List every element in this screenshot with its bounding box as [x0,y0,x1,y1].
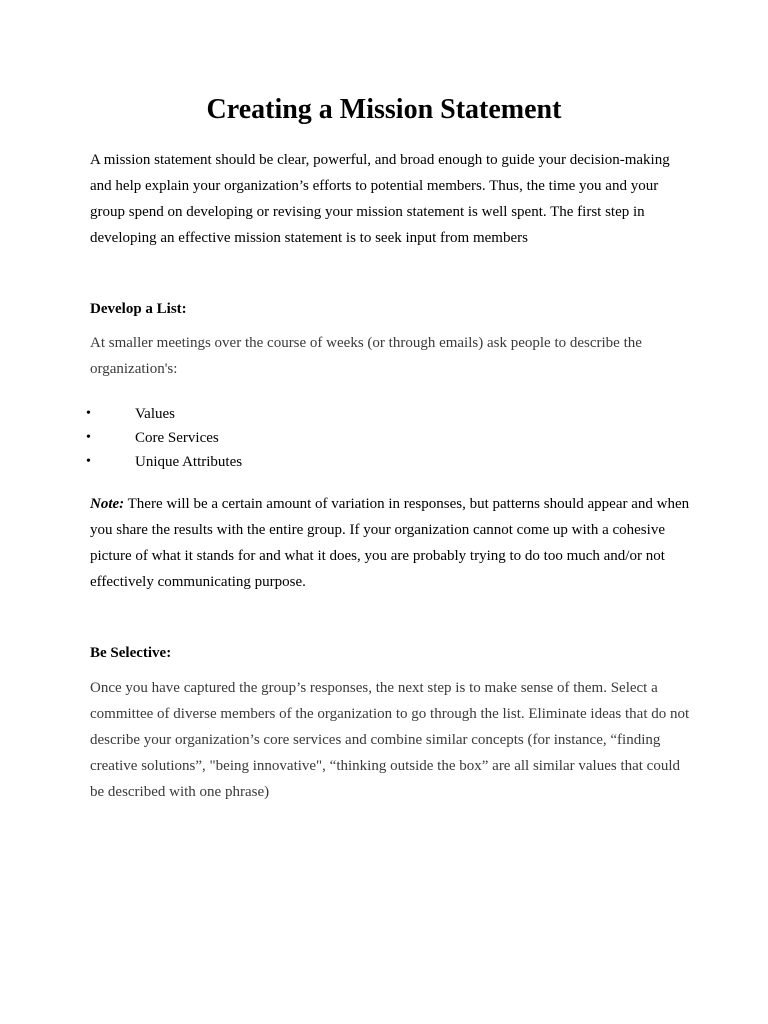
list-item-core-services: Core Services [135,430,219,446]
list-item-unique-attributes: Unique Attributes [135,454,243,470]
develop-list-paragraph: At smaller meetings over the course of weeks (or through emails) ask people to describe the organization's: [90,335,642,377]
section-heading-be-selective: Be Selective: [90,645,172,661]
note-paragraph [90,491,690,595]
bullet-icon: • [86,454,91,469]
page-title: Creating a Mission Statement [206,94,562,125]
list-item-values: Values [135,406,175,422]
note-text: There will be a certain amount of variation in responses, but patterns should appear and when you share the results with the entire group. If your organization cannot come up with a cohesive picture of what it stands for and what it does, you are probably trying to do too much and/or not effectively communicating purpose. [90,496,690,590]
bullet-icon: • [86,430,91,445]
section-heading-develop-list: Develop a List: [90,301,187,317]
be-selective-paragraph: Once you have captured the group’s responses, the next step is to make sense of them. Select a committee of diverse members of the organization to go through the list. Eliminate ideas that do not describe your organization’s core services and combine similar concepts (for instance, “finding creative solutions”, "being innovative", “thinking outside the box” are all similar values that could be described with one phrase) [90,680,690,800]
intro-paragraph: A mission statement should be clear, powerful, and broad enough to guide your decision-making and help explain your organization’s efforts to potential members. Thus, the time you and your group spend on developing or revising your mission statement is well spent. The first step in developing an effective mission statement is to seek input from members [90,152,670,246]
note-label: Note: [90,496,125,512]
bullet-icon: • [86,406,91,421]
